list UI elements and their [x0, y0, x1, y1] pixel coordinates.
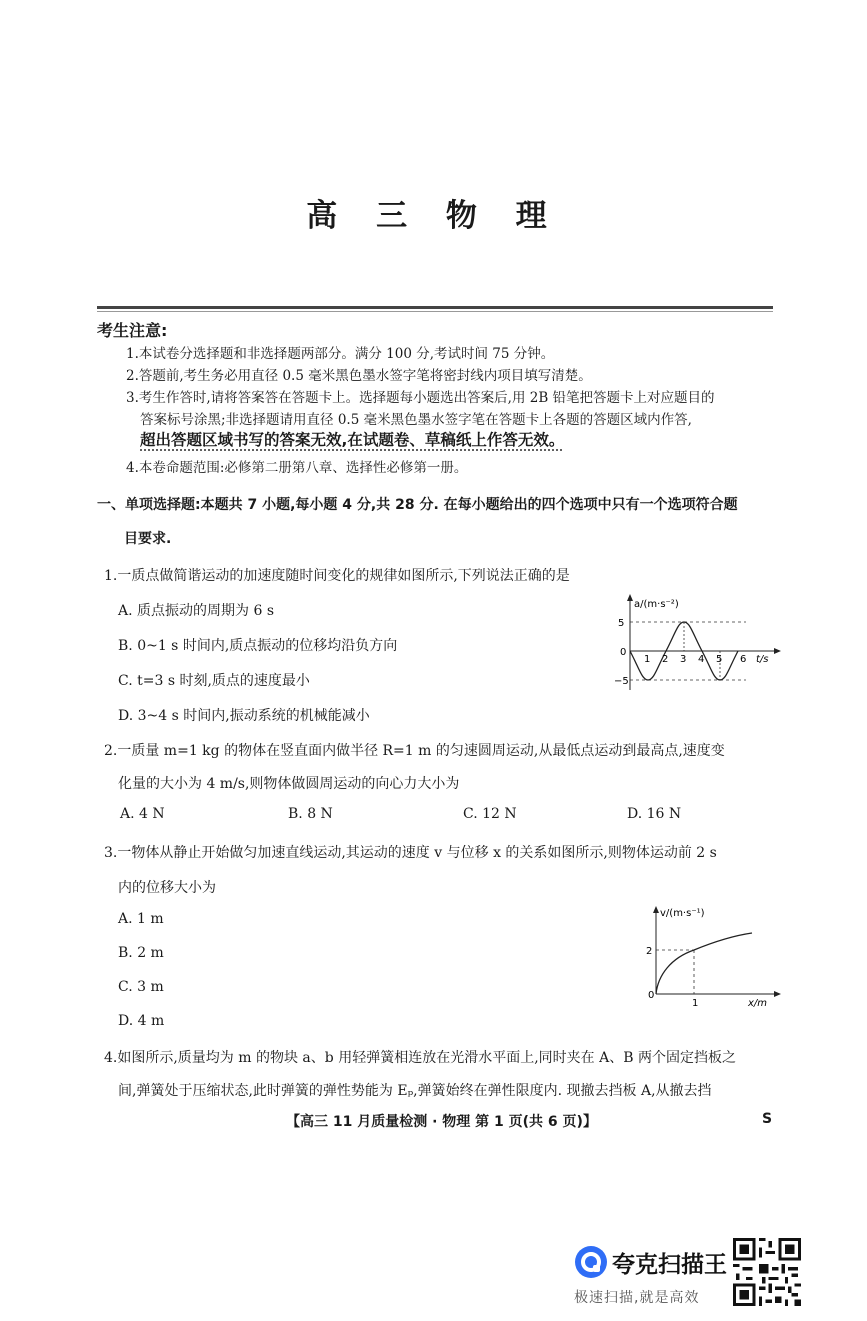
- section-heading-line-2: 目要求.: [124, 531, 172, 547]
- notice-item-4: 4.本卷命题范围:必修第二册第八章、选择性必修第一册。: [126, 460, 468, 476]
- q3-x-arrow: [774, 991, 781, 997]
- q4-line-1: 4.如图所示,质量均为 m 的物块 a、b 用轻弹簧相连放在光滑水平面上,同时夹在 A、B 两个固定挡板之: [104, 1050, 736, 1066]
- divider: [97, 306, 773, 309]
- q1-y-neg-label: −5: [614, 676, 629, 687]
- q3-option-d: D. 4 m: [118, 1013, 165, 1029]
- notice-item-3-line-2: 答案标号涂黑;非选择题请用直径 0.5 毫米黑色墨水签字笔在答题卡上各题的答题区域内作答,: [140, 412, 692, 428]
- q2-option-c: C. 12 N: [463, 806, 517, 822]
- q1-xtick: 1: [644, 654, 651, 665]
- page-footer: 【高三 11 月质量检测 · 物理 第 1 页(共 6 页)】: [286, 1114, 597, 1130]
- q1-xunit: t/s: [756, 654, 769, 665]
- q3-option-b: B. 2 m: [118, 945, 164, 961]
- q1-xtick: 6: [740, 654, 747, 665]
- q2-option-b: B. 8 N: [288, 806, 333, 822]
- notice-item-3-line-3: 超出答题区域书写的答案无效,在试题卷、草稿纸上作答无效。: [140, 431, 565, 449]
- q2-option-d: D. 16 N: [627, 806, 682, 822]
- q3-line-2: 内的位移大小为: [118, 880, 216, 896]
- page-title: 高 三 物 理: [306, 198, 561, 234]
- q1-origin-label: 0: [620, 647, 627, 658]
- q3-y-tick-label: 2: [646, 946, 653, 957]
- watermark-slogan: 极速扫描,就是高效: [574, 1290, 700, 1306]
- footer-code: S: [762, 1111, 773, 1127]
- q3-option-a: A. 1 m: [118, 911, 164, 927]
- q3-x-tick-label: 1: [692, 998, 699, 1008]
- q1-xtick: 5: [716, 654, 723, 665]
- q3-ylabel: v/(m·s⁻¹): [660, 908, 705, 919]
- notice-item-3-line-1: 3.考生作答时,请将答案答在答题卡上。选择题每小题选出答案后,用 2B 铅笔把答题卡上对应题目的: [126, 390, 715, 406]
- qr-code-icon: [733, 1238, 801, 1306]
- q1-option-d: D. 3~4 s 时间内,振动系统的机械能减小: [118, 708, 370, 724]
- q1-stem: 1.一质点做简谐运动的加速度随时间变化的规律如图所示,下列说法正确的是: [104, 568, 570, 584]
- q1-y-pos-label: 5: [618, 618, 625, 629]
- q3-origin-label: 0: [648, 990, 655, 1001]
- q4-line-2: 间,弹簧处于压缩状态,此时弹簧的弹性势能为 Eₚ,弹簧始终在弹性限度内. 现撤去挡板 A,从撤去挡: [118, 1083, 712, 1099]
- q1-y-arrow: [627, 594, 633, 601]
- q1-xtick: 4: [698, 654, 705, 665]
- q2-line-1: 2.一质量 m=1 kg 的物体在竖直面内做半径 R=1 m 的匀速圆周运动,从最低点运动到最高点,速度变: [104, 743, 725, 759]
- q2-option-a: A. 4 N: [120, 806, 165, 822]
- watermark-brand: 夸克扫描王: [612, 1252, 727, 1278]
- section-heading-line-1: 一、单项选择题:本题共 7 小题,每小题 4 分,共 28 分. 在每小题给出的四个选项中只有一个选项符合题: [97, 497, 738, 513]
- q3-y-arrow: [653, 906, 659, 913]
- q1-xtick: 2: [662, 654, 669, 665]
- q3-curve: [656, 933, 752, 994]
- q1-graph: [606, 592, 786, 696]
- divider-thin: [97, 311, 773, 312]
- q3-option-c: C. 3 m: [118, 979, 164, 995]
- q2-line-2: 化量的大小为 4 m/s,则物体做圆周运动的向心力大小为: [118, 776, 460, 792]
- q1-x-arrow: [774, 648, 781, 654]
- notice-heading: 考生注意:: [97, 321, 168, 340]
- notice-item-2: 2.答题前,考生务必用直径 0.5 毫米黑色墨水签字笔将密封线内项目填写清楚。: [126, 368, 592, 384]
- q1-ylabel: a/(m·s⁻²): [634, 599, 679, 610]
- quark-logo-icon: [574, 1245, 608, 1279]
- q3-line-1: 3.一物体从静止开始做匀加速直线运动,其运动的速度 v 与位移 x 的关系如图所示,则物体运动前 2 s: [104, 845, 717, 861]
- q3-xunit: x/m: [748, 998, 768, 1008]
- q1-option-a: A. 质点振动的周期为 6 s: [118, 603, 275, 619]
- q1-option-b: B. 0~1 s 时间内,质点振动的位移均沿负方向: [118, 638, 398, 654]
- q1-option-c: C. t=3 s 时刻,质点的速度最小: [118, 673, 310, 689]
- q1-xtick: 3: [680, 654, 687, 665]
- q3-graph: [636, 900, 786, 1008]
- notice-item-1: 1.本试卷分选择题和非选择题两部分。满分 100 分,考试时间 75 分钟。: [126, 346, 555, 362]
